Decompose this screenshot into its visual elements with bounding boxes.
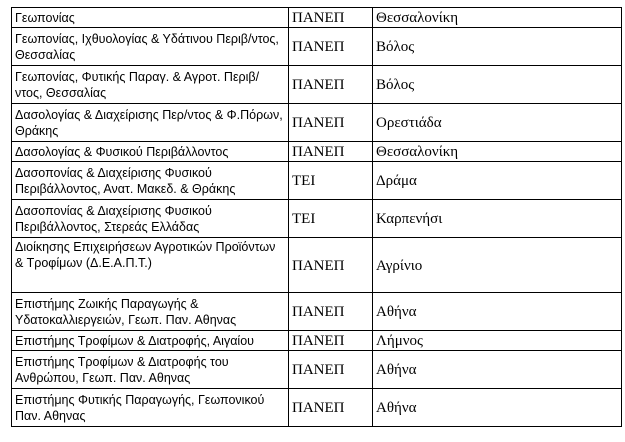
- city-cell: Θεσσαλονίκη: [373, 8, 622, 28]
- table-row: [12, 104, 622, 142]
- institution-type-cell: ΠΑΝΕΠ: [289, 28, 373, 66]
- department-name-cell: Επιστήμης Φυτικής Παραγωγής, Γεωπονικού Παν. Αθηνας: [12, 389, 289, 427]
- table-row: [12, 8, 622, 28]
- table-row: [12, 162, 622, 200]
- department-name-cell: Γεωπονίας, Φυτικής Παραγ. & Αγροτ. Περιβ/ντος, Θεσσαλίας: [12, 66, 289, 104]
- institution-type-cell: ΤΕΙ: [289, 200, 373, 238]
- department-name-cell: Γεωπονίας, Ιχθυολογίας & Υδάτινου Περιβ/ντος, Θεσσαλίας: [12, 28, 289, 66]
- institution-type-cell: ΤΕΙ: [289, 162, 373, 200]
- institution-type-cell: ΠΑΝΕΠ: [289, 8, 373, 28]
- table-row: [12, 331, 622, 351]
- city-cell: Λήμνος: [373, 331, 622, 351]
- department-name-cell: Γεωπονίας: [12, 8, 289, 28]
- department-name-cell: Δασολογίας & Φυσικού Περιβάλλοντος: [12, 142, 289, 162]
- table-row: [12, 389, 622, 427]
- city-cell: Βόλος: [373, 66, 622, 104]
- city-cell: Καρπενήσι: [373, 200, 622, 238]
- institution-type-cell: ΠΑΝΕΠ: [289, 331, 373, 351]
- department-name-cell: Διοίκησης Επιχειρήσεων Αγροτικών Προϊόντων & Τροφίμων (Δ.Ε.Α.Π.Τ.): [12, 238, 289, 293]
- city-cell: Αθήνα: [373, 389, 622, 427]
- institution-type-cell: ΠΑΝΕΠ: [289, 142, 373, 162]
- city-cell: Ορεστιάδα: [373, 104, 622, 142]
- table-row: [12, 28, 622, 66]
- city-cell: Αγρίνιο: [373, 238, 622, 293]
- document-page: [11, 7, 622, 427]
- institution-type-cell: ΠΑΝΕΠ: [289, 351, 373, 389]
- table-row: [12, 142, 622, 162]
- institution-type-cell: ΠΑΝΕΠ: [289, 293, 373, 331]
- table-row: [12, 200, 622, 238]
- city-cell: Αθήνα: [373, 351, 622, 389]
- city-cell: Αθήνα: [373, 293, 622, 331]
- city-cell: Θεσσαλονίκη: [373, 142, 622, 162]
- table-row: [12, 66, 622, 104]
- department-name-cell: Επιστήμης Ζωικής Παραγωγής & Υδατοκαλλιεργειών, Γεωπ. Παν. Αθηνας: [12, 293, 289, 331]
- institution-type-cell: ΠΑΝΕΠ: [289, 238, 373, 293]
- institution-type-cell: ΠΑΝΕΠ: [289, 389, 373, 427]
- institution-type-cell: ΠΑΝΕΠ: [289, 104, 373, 142]
- department-name-cell: Δασοπονίας & Διαχείρισης Φυσικού Περιβάλλοντος, Ανατ. Μακεδ. & Θράκης: [12, 162, 289, 200]
- department-name-cell: Επιστήμης Τροφίμων & Διατροφής του Ανθρώπου, Γεωπ. Παν. Αθηνας: [12, 351, 289, 389]
- department-name-cell: Δασοπονίας & Διαχείρισης Φυσικού Περιβάλλοντος, Στερεάς Ελλάδας: [12, 200, 289, 238]
- table-row: [12, 293, 622, 331]
- city-cell: Δράμα: [373, 162, 622, 200]
- table-row: [12, 238, 622, 293]
- departments-table: [11, 7, 622, 427]
- table-row: [12, 351, 622, 389]
- department-name-cell: Επιστήμης Τροφίμων & Διατροφής, Αιγαίου: [12, 331, 289, 351]
- city-cell: Βόλος: [373, 28, 622, 66]
- institution-type-cell: ΠΑΝΕΠ: [289, 66, 373, 104]
- department-name-cell: Δασολογίας & Διαχείρισης Περ/ντος & Φ.Πόρων, Θράκης: [12, 104, 289, 142]
